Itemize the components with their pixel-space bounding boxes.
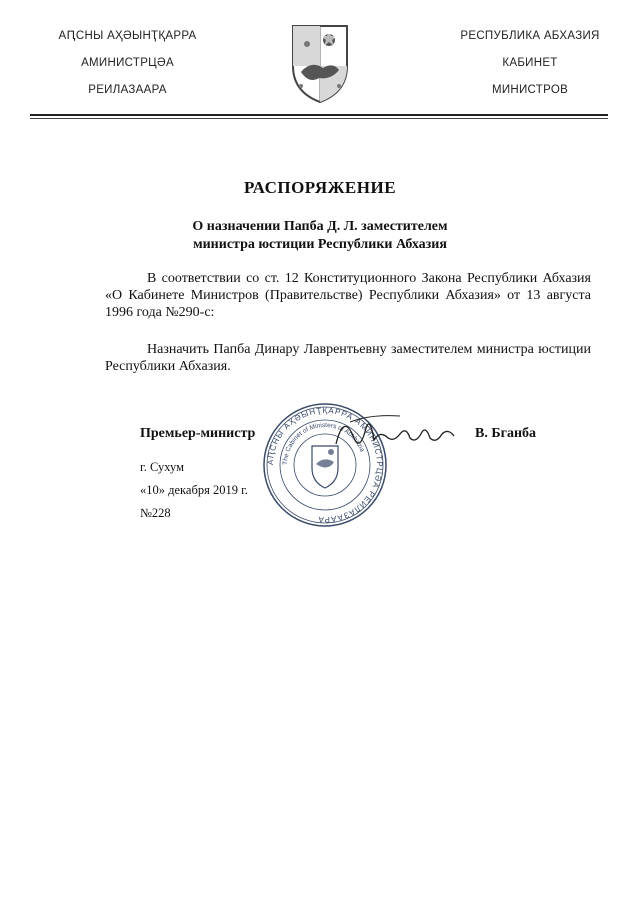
- coat-of-arms-emblem: [289, 22, 351, 104]
- document-subject: [120, 218, 520, 254]
- header-left-line-3: РЕИЛАЗААРА: [88, 84, 167, 96]
- subject-line-2: министра юстиции Республики Абхазия: [193, 237, 447, 252]
- handwritten-signature: [330, 408, 470, 456]
- issue-city: г. Сухум: [140, 460, 185, 474]
- header-right: [440, 29, 620, 110]
- header-left-line-1: АԤСНЫ АҲӘЫНҬҚАРРА: [58, 30, 197, 42]
- header-right-line-1: РЕСПУБЛИКА АБХАЗИЯ: [460, 30, 600, 42]
- header-left-line-2: АМИНИСТРЦӘА: [81, 57, 174, 69]
- signatory-role: Премьер-министр: [140, 426, 256, 441]
- paragraph-appointment: Назначить Папба Динару Лаврентьевну заместителем министра юстиции Республики Абхазия.: [105, 342, 591, 374]
- header-divider-thick: [30, 114, 608, 116]
- document-number: №228: [140, 506, 171, 520]
- signatory-name: В. Бганба: [475, 426, 537, 441]
- document-title: РАСПОРЯЖЕНИЕ: [243, 178, 397, 197]
- header-divider-thin: [30, 118, 608, 119]
- header-left: [40, 29, 215, 110]
- subject-line-1: О назначении Папба Д. Л. заместителем: [192, 219, 448, 234]
- seal-outer-text: АԤСНЫ АҲӘЫНҬҚАРРА АМИНИСТРЦӘА РЕИЛАЗААРА: [265, 405, 385, 525]
- issue-date: «10» декабря 2019 г.: [140, 483, 248, 497]
- paragraph-legal-basis: В соответствии со ст. 12 Конституционного Закона Республики Абхазия «О Кабинете Министров (Правительстве) Республики Абхазия» от 13 августа 1996 года №290-с:: [105, 271, 591, 320]
- header-right-line-2: КАБИНЕТ: [502, 57, 558, 69]
- header-right-line-3: МИНИСТРОВ: [491, 84, 569, 96]
- seal-inner-text: The Cabinet of Ministers of Abkhazia: [281, 421, 366, 466]
